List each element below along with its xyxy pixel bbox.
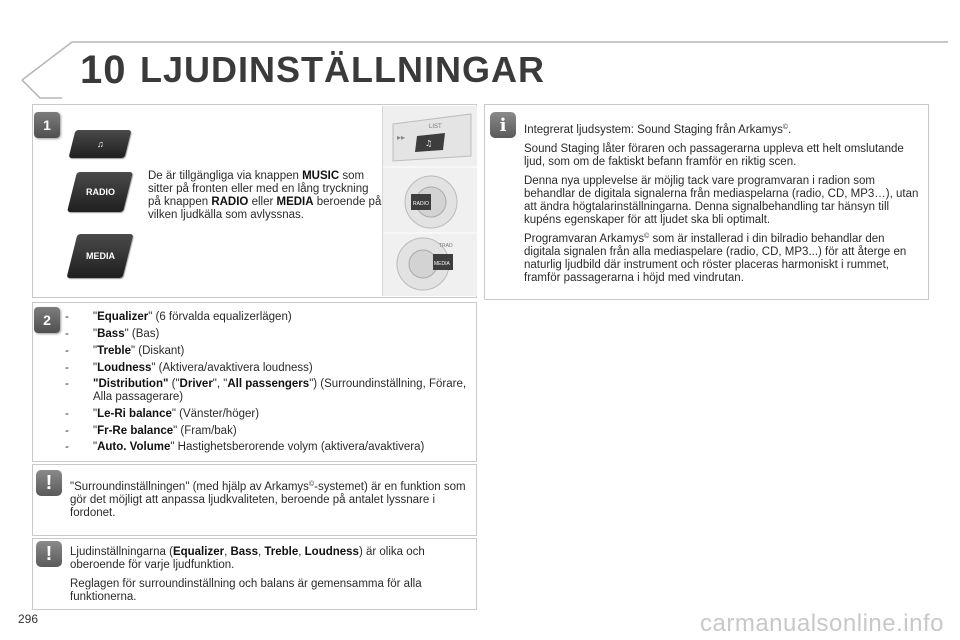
list-item-name: Loudness [97,362,152,374]
list-dash: - [65,441,69,453]
access-music: MUSIC [302,170,340,182]
warn2-sep: , [298,546,305,558]
list-dash: - [65,345,69,357]
warn1-text-a: "Surroundinställningen" (med hjälp av Arkamys [70,481,309,493]
info-text [524,124,922,291]
warning-settings-text [70,546,472,610]
warn1-copyright: © [308,481,315,488]
warning-surround-text [70,481,472,520]
access-media: MEDIA [276,196,314,208]
list-item-desc: " (Fram/bak) [173,425,237,437]
info-paragraph-3: Denna nya upplevelse är möjlig tack vare programvaran i radion som behandlar de digitala signalerna från mediaspelarna (radio, CD, MP3…), utan att ändra högtalarinställningarna. Denna signalbehandling tar hänsyn till kupéns egenskaper för att ljudet ska bli optimalt. [524,175,919,226]
warn2-bass: Bass [230,546,258,558]
chapter-title: LJUDINSTÄLLNINGAR [140,49,545,90]
svg-text:♫: ♫ [425,139,433,148]
list-item-desc: " (Bas) [124,328,160,340]
list-dash: - [65,311,69,323]
list-item-desc: " (6 förvalda equalizerlägen) [148,311,292,323]
list-quote: " [93,328,98,340]
warn2-equalizer: Equalizer [172,546,225,558]
watermark: carmanualsonline.info [700,610,944,637]
radio-panel-drawing [383,106,477,296]
info-p4-a: Programvaran Arkamys [524,233,645,245]
step-badge-1: 1 [34,112,60,138]
info-icon: i [490,112,516,138]
list-quote: " [93,408,98,420]
list-dash: - [65,328,69,340]
warning-icon: ! [36,541,62,567]
list-item-desc2: ", " [212,378,228,390]
access-text-d: beroende på vilken ljudkälla som avlyssnas. [148,196,382,221]
info-paragraph-2: Sound Staging låter föraren och passagerarna uppleva ett helt omslutande ljud, som om de faktiskt befann framför en riktig scen. [524,143,904,168]
list-dash: - [65,408,69,420]
list-quote: " [93,362,98,374]
chapter-number: 10 [80,48,127,92]
warn2-a: Ljudinställningarna ( [70,546,173,558]
list-item-name: Equalizer [97,311,149,323]
music-key [69,130,132,158]
access-text-c: eller [248,196,277,208]
list-quote: " [93,311,98,323]
warn2-treble: Treble [264,546,299,558]
illus-trad-label: TRAD [439,243,453,249]
list-quote: " [93,425,98,437]
radio-key-label: RADIO [85,187,115,197]
info-p1-a: Integrerat ljudsystem: Sound Staging från Arkamys [524,124,783,136]
access-radio: RADIO [211,196,249,208]
svg-text:▸▸: ▸▸ [397,133,406,142]
warning-icon: ! [36,470,62,496]
warn2-c: ) är olika och oberoende för varje ljudfunktion. [70,546,425,571]
info-paragraph-4 [524,233,922,285]
page-header [0,0,960,100]
list-item-desc3: ") (Surroundinställning, Förare, Alla passagerare) [93,378,467,403]
warn1-text-b: -systemet) är en funktion som gör det möjligt att anpassa ljudkvaliteten, beroende på antalet lyssnare i fordonet. [70,481,466,519]
list-item-all: All passengers [227,378,310,390]
illus-list-label: LIST [429,124,442,130]
list-dash: - [65,378,69,390]
list-item-name: Le-Ri balance [97,408,172,420]
info-p4-b: som är installerad i din bilradio behandlar den digitala signalen från alla mediaspelare (radio, CD, MP3...) för att återge en naturlig ljudbild där instrument och röster placeras harmoniskt i rummet, framför passagerarna i höjd med vindrutan. [524,233,907,284]
list-item-name: Treble [97,345,131,357]
info-paragraph-1 [524,124,922,137]
list-quote: " [93,441,98,453]
list-item-name: Fr-Re balance [97,425,174,437]
access-text [148,170,384,222]
warn2-sep: , [224,546,231,558]
list-item-driver: Driver [179,378,213,390]
warn2-loudness: Loudness [304,546,359,558]
info-p1-b: . [788,124,792,136]
access-text-b: som sitter på fronten eller med en lång tryckning på knappen [148,170,369,208]
list-item-desc: " (Vänster/höger) [171,408,260,420]
list-item-name: Auto. Volume [97,441,171,453]
media-key-label: MEDIA [85,251,115,261]
illus-media-label: MEDIA [434,261,450,267]
page-number: 296 [18,612,39,626]
list-item-desc: " Hastighetsberorende volym (aktivera/avaktivera) [170,441,425,453]
illus-radio-label: RADIO [413,201,429,207]
list-item-name: Bass [97,328,125,340]
info-p4-copyright: © [644,233,650,240]
list-item-desc: " (Diskant) [130,345,185,357]
info-p1-copyright: © [782,124,789,131]
list-dash: - [65,362,69,374]
step-badge-2: 2 [34,307,60,333]
list-quote: " [93,345,98,357]
list-dash: - [65,425,69,437]
list-item-desc: (" [168,378,180,390]
music-note-icon: ♫ [96,139,104,149]
warn2-paragraph-2: Reglagen för surroundinställning och balans är gemensamma för alla funktionerna. [70,578,422,603]
warn2-paragraph-1 [70,546,472,572]
list-item-desc: " (Aktivera/avaktivera loudness) [151,362,313,374]
radio-key [67,172,133,212]
warn2-sep: , [257,546,265,558]
radio-panel-illustration [382,106,477,296]
access-text-a: De är tillgängliga via knappen [148,170,303,182]
list-item-name: "Distribution" [93,378,169,390]
media-key [67,234,134,278]
